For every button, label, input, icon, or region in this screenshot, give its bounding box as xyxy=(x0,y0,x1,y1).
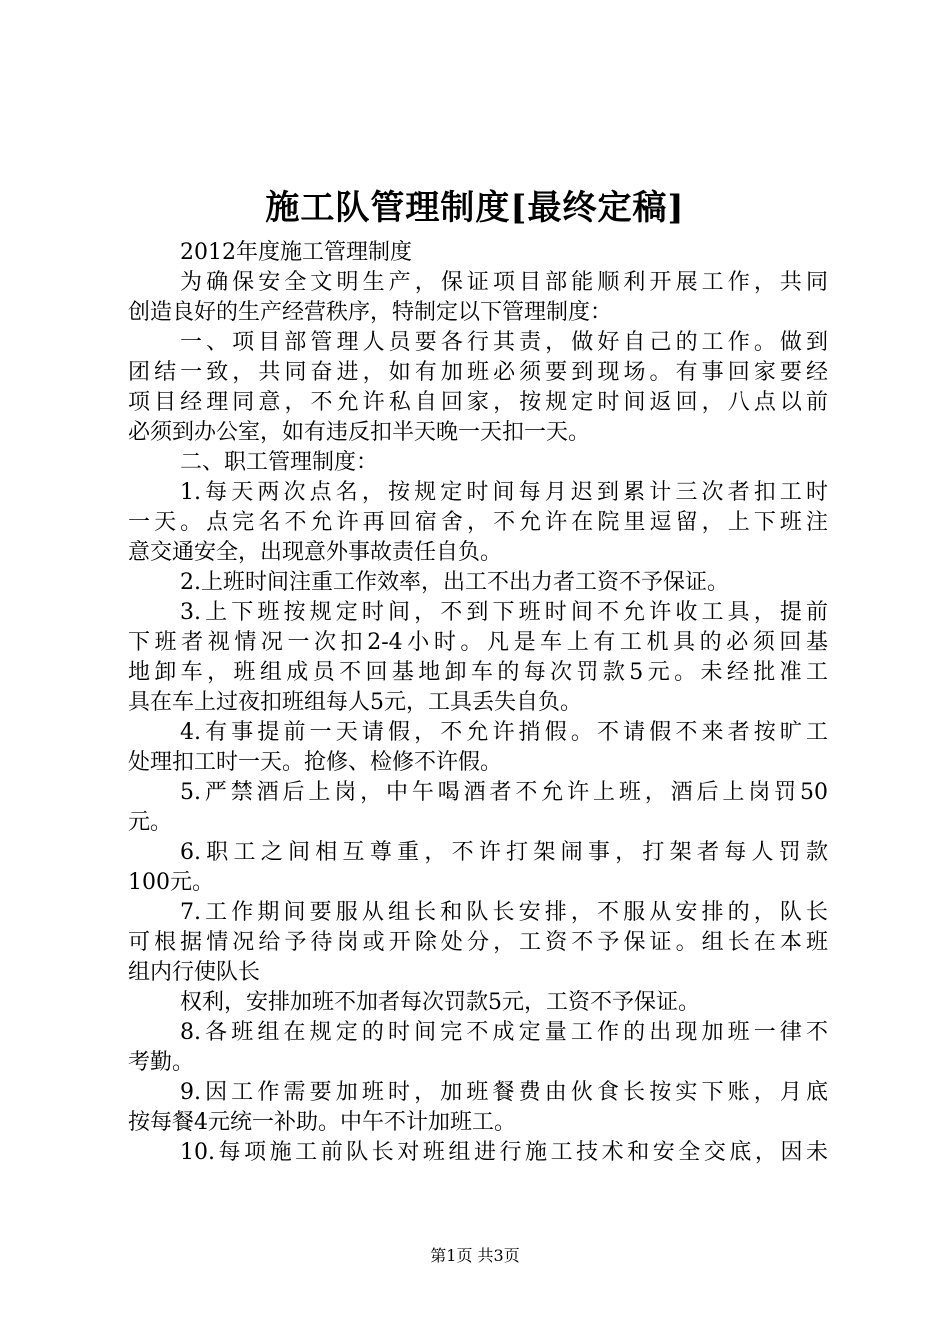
body-line: 下班者视情况一次扣2-4小时。凡是车上有工机具的必须回基 xyxy=(128,630,828,655)
body-line: 10.每项施工前队长对班组进行施工技术和安全交底，因未 xyxy=(180,1140,828,1165)
body-line: 元。 xyxy=(128,810,173,835)
body-line: 3.上下班按规定时间，不到下班时间不允许收工具，提前 xyxy=(180,600,828,625)
body-line: 8.各班组在规定的时间完不成定量工作的出现加班一律不 xyxy=(180,1020,828,1045)
body-line: 权利，安排加班不加者每次罚款5元，工资不予保证。 xyxy=(180,990,700,1015)
body-line: 意交通安全，出现意外事故责任自负。 xyxy=(128,540,503,565)
body-line: 团结一致，共同奋进，如有加班必须要到现场。有事回家要经 xyxy=(128,360,828,385)
body-line: 4.有事提前一天请假，不允许捎假。不请假不来者按旷工 xyxy=(180,720,828,745)
body-line: 二、职工管理制度： xyxy=(180,450,379,475)
body-line: 5.严禁酒后上岗，中午喝酒者不允许上班，酒后上岗罚50 xyxy=(180,780,828,805)
body-line: 具在车上过夜扣班组每人5元，工具丢失自负。 xyxy=(128,690,582,715)
document-body xyxy=(128,238,828,1168)
body-line: 100元。 xyxy=(128,870,214,895)
body-line: 地卸车，班组成员不回基地卸车的每次罚款5元。未经批准工 xyxy=(128,660,828,685)
body-line: 按每餐4元统一补助。中午不计加班工。 xyxy=(128,1110,516,1135)
body-line: 2012年度施工管理制度 xyxy=(180,240,412,265)
body-line: 一天。点完名不允许再回宿舍，不允许在院里逗留，上下班注 xyxy=(128,510,828,535)
body-line: 创造良好的生产经营秩序，特制定以下管理制度： xyxy=(128,300,613,325)
body-line: 9.因工作需要加班时，加班餐费由伙食长按实下账，月底 xyxy=(180,1080,828,1105)
page-footer: 第1页 共3页 xyxy=(430,1246,520,1265)
body-line: 组内行使队长 xyxy=(128,960,261,985)
body-line: 项目经理同意，不允许私自回家，按规定时间返回，八点以前 xyxy=(128,390,828,415)
body-line: 2.上班时间注重工作效率，出工不出力者工资不予保证。 xyxy=(180,570,729,595)
body-line: 考勤。 xyxy=(128,1050,195,1075)
body-line: 7.工作期间要服从组长和队长安排，不服从安排的，队长 xyxy=(180,900,828,925)
body-line: 一、项目部管理人员要各行其责，做好自己的工作。做到 xyxy=(180,330,828,355)
body-line: 为确保安全文明生产，保证项目部能顺利开展工作，共同 xyxy=(180,270,828,295)
body-line: 可根据情况给予待岗或开除处分，工资不予保证。组长在本班 xyxy=(128,930,828,955)
body-line: 6.职工之间相互尊重，不许打架闹事，打架者每人罚款 xyxy=(180,840,828,865)
body-line: 必须到办公室，如有违反扣半天晚一天扣一天。 xyxy=(128,420,591,445)
document-title: 施工队管理制度[最终定稿] xyxy=(265,188,685,228)
body-line: 1.每天两次点名，按规定时间每月迟到累计三次者扣工时 xyxy=(180,480,828,505)
body-line: 处理扣工时一天。抢修、检修不许假。 xyxy=(128,750,503,775)
